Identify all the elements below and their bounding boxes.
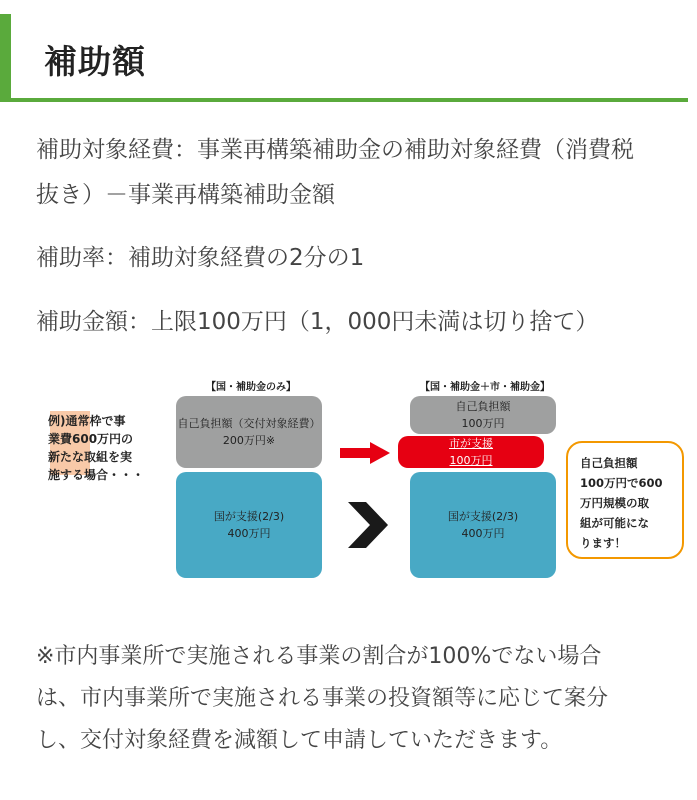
footnote-line: ※市内事業所で実施される事業の割合が100%でない場合 <box>36 644 602 669</box>
footnote <box>36 636 608 762</box>
footnote-line: は、市内事業所で実施される事業の投資額等に応じて案分 <box>36 686 609 711</box>
right-national-support-box <box>410 472 556 578</box>
city-support-amount: 100万円 <box>449 454 493 467</box>
example-line: 例)通常枠で事 <box>48 414 126 428</box>
subsidy-rate: 補助率：補助対象経費の2分の1 <box>36 245 365 271</box>
right-national-support-label: 国が支援(2/3) <box>447 510 519 523</box>
callout-line: 自己負担額 <box>580 456 638 470</box>
example-text <box>48 412 178 484</box>
callout-line: 万円規模の取 <box>580 496 649 510</box>
left-national-support-amount: 400万円 <box>227 527 271 540</box>
callout-bubble <box>566 441 684 559</box>
right-national-support-amount: 400万円 <box>461 527 505 540</box>
eligible-expenses-line2: 抜き）－事業再構築補助金額 <box>36 182 335 208</box>
section-heading <box>0 14 688 102</box>
right-self-burden-amount: 100万円 <box>461 417 505 430</box>
left-national-support-box <box>176 472 322 578</box>
left-self-burden-label: 自己負担額（交付対象経費） <box>177 417 321 430</box>
city-support-label: 市が支援 <box>449 437 493 450</box>
footnote-line: し、交付対象経費を減額して申請していただきます。 <box>36 728 563 753</box>
right-scenario-label: 【国・補助金＋市・補助金】 <box>420 382 550 393</box>
left-national-support-label: 国が支援(2/3) <box>213 510 285 523</box>
callout-line: ります！ <box>580 536 626 550</box>
chevron-right-icon <box>348 502 388 548</box>
callout-line: 組が可能にな <box>580 516 649 530</box>
heading-accent-bar <box>0 14 11 98</box>
example-line: 業費600万円の <box>48 432 134 446</box>
left-self-burden-amount: 200万円※ <box>222 434 276 447</box>
left-self-burden-box <box>176 396 322 468</box>
right-self-burden-label: 自己負担額 <box>455 400 511 413</box>
example-line: 施する場合・・・ <box>48 468 145 482</box>
subsidy-amount: 補助金額：上限100万円（1，000円未満は切り捨て） <box>36 309 599 335</box>
city-support-box <box>398 436 544 468</box>
left-scenario-label: 【国・補助金のみ】 <box>206 382 296 393</box>
page-title: 補助額 <box>44 42 146 81</box>
callout-line: 100万円で600 <box>580 476 663 490</box>
red-arrow-icon <box>340 442 390 464</box>
subsidy-diagram <box>0 368 697 586</box>
example-line: 新たな取組を実 <box>48 450 133 464</box>
right-self-burden-box <box>410 396 556 434</box>
eligible-expenses-line1: 補助対象経費：事業再構築補助金の補助対象経費（消費税 <box>36 137 634 163</box>
